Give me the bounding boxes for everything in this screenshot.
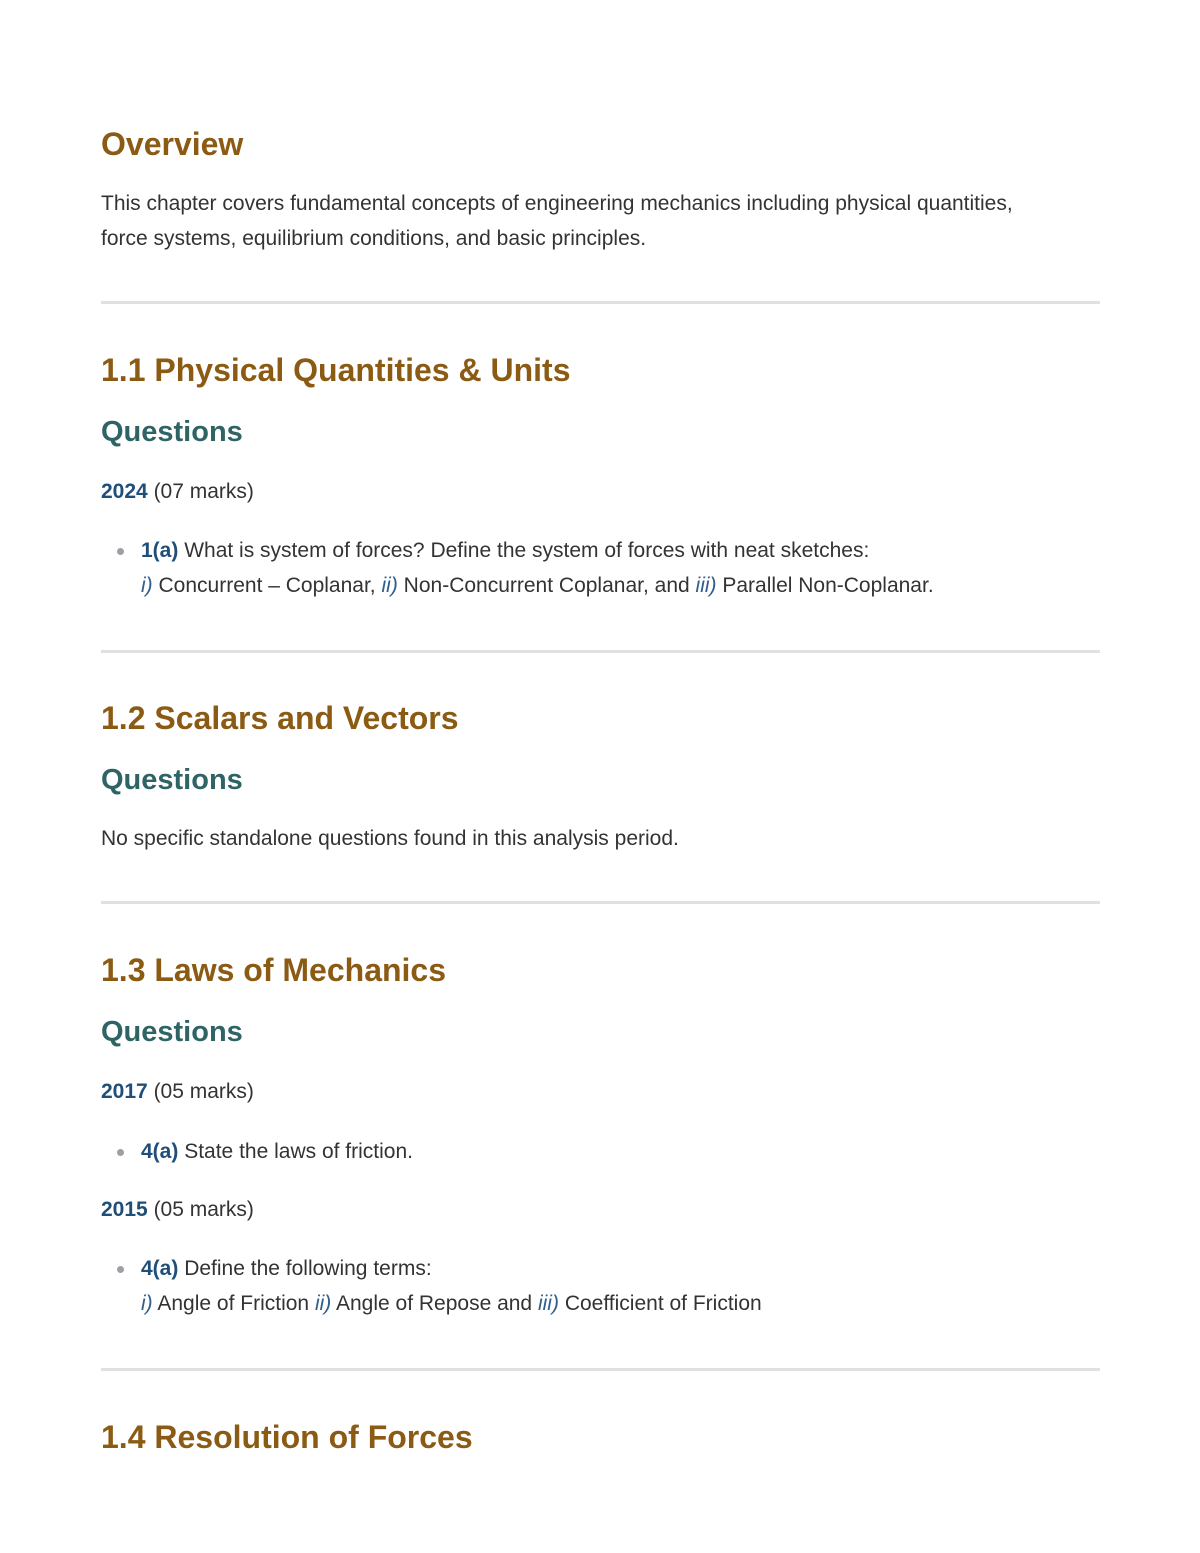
question-text: What is system of forces? Define the system of forces with neat sketches: xyxy=(184,539,870,562)
question-number: 4(a) xyxy=(141,1257,179,1280)
section-heading-1-2: 1.2 Scalars and Vectors xyxy=(101,700,459,736)
question-item xyxy=(101,1251,1061,1321)
overview-heading: Overview xyxy=(101,126,244,162)
section-divider xyxy=(101,301,1100,304)
part-text: Parallel Non-Coplanar. xyxy=(722,574,934,597)
part-label: ii) xyxy=(381,574,398,597)
part-label: iii) xyxy=(695,574,717,597)
no-questions-note: No specific standalone questions found in this analysis period. xyxy=(101,827,679,850)
year-line xyxy=(101,477,254,507)
part-label: ii) xyxy=(314,1292,332,1315)
questions-heading: Questions xyxy=(101,1016,243,1048)
part-label: i) xyxy=(141,574,153,597)
year-label: 2017 xyxy=(101,1080,148,1103)
marks-label: (05 marks) xyxy=(153,1198,254,1221)
marks-label: (07 marks) xyxy=(153,480,254,503)
question-text: Define the following terms: xyxy=(184,1257,432,1280)
question-item xyxy=(101,533,1061,603)
section-heading-1-4: 1.4 Resolution of Forces xyxy=(101,1419,473,1455)
section-divider xyxy=(101,901,1100,904)
questions-heading: Questions xyxy=(101,764,243,796)
marks-label: (05 marks) xyxy=(153,1080,254,1103)
overview-text: This chapter covers fundamental concepts of engineering mechanics including physical quantities, force systems, equilibrium conditions, and basic principles. xyxy=(101,192,1013,250)
year-label: 2024 xyxy=(101,480,148,503)
bullet-icon xyxy=(117,1149,124,1156)
question-number: 1(a) xyxy=(141,539,179,562)
part-text: Angle of Friction xyxy=(157,1292,310,1315)
section-divider xyxy=(101,1368,1100,1371)
questions-heading: Questions xyxy=(101,416,243,448)
question-text: State the laws of friction. xyxy=(184,1140,413,1163)
part-text: Non-Concurrent Coplanar, and xyxy=(403,574,690,597)
part-label: iii) xyxy=(537,1292,559,1315)
year-line xyxy=(101,1077,254,1107)
section-heading-1-1: 1.1 Physical Quantities & Units xyxy=(101,352,571,388)
part-text: Coefficient of Friction xyxy=(564,1292,762,1315)
question-item xyxy=(101,1134,1061,1169)
question-number: 4(a) xyxy=(141,1140,179,1163)
part-label: i) xyxy=(141,1292,153,1315)
section-divider xyxy=(101,650,1100,653)
year-line xyxy=(101,1195,254,1225)
section-heading-1-3: 1.3 Laws of Mechanics xyxy=(101,952,447,988)
year-label: 2015 xyxy=(101,1198,148,1221)
bullet-icon xyxy=(117,548,124,555)
bullet-icon xyxy=(117,1266,124,1273)
part-text: Concurrent – Coplanar, xyxy=(158,574,376,597)
part-text: Angle of Repose and xyxy=(335,1292,533,1315)
